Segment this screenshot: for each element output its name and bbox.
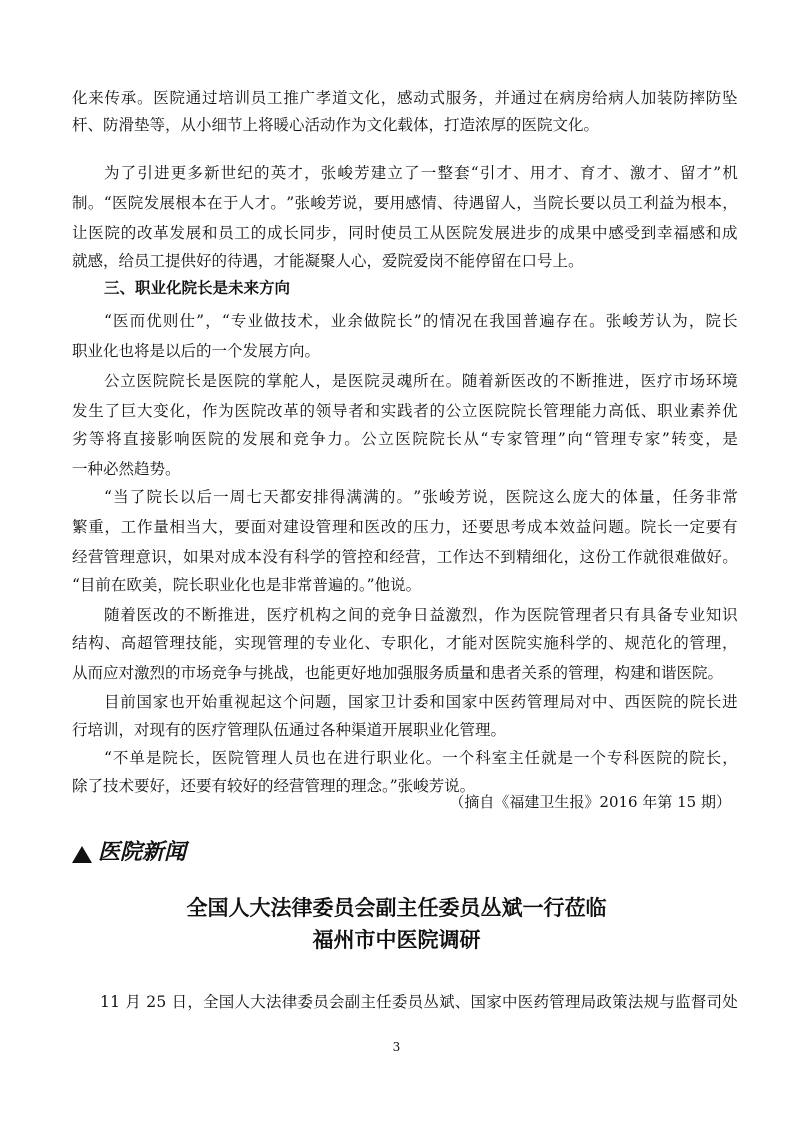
source-citation: （摘自《福建卫生报》2016 年第 15 期） bbox=[449, 793, 731, 811]
body-text-line: 劣 等 将 直 接 影 响 医 院 的 发 展 和 竞 争 力 。 公 立 医 院 院 长 从 “ 专 家 管 理 ” 向 “ 管 理 专 家 ” 转 变 ， 是 bbox=[72, 430, 738, 448]
body-text-line: 经 营 管 理 意 识 ， 如 果 对 成 本 没 有 科 学 的 管 控 和 经 营 ， 工 作 达 不 到 精 细 化 ， 这 份 工 作 就 很 难 做 好 。 bbox=[72, 548, 738, 566]
body-text-line: 目 前 国 家 也 开 始 重 视 起 这 个 问 题 ， 国 家 卫 计 委 和 国 家 中 医 药 管 理 局 对 中 、 西 医 院 的 院 长 进 bbox=[104, 693, 738, 711]
body-text-line: 让 医 院 的 改 革 发 展 和 员 工 的 成 长 同 步 ， 同 时 使 员 工 从 医 院 发 展 进 步 的 成 果 中 感 受 到 幸 福 感 和 成 bbox=[72, 224, 738, 242]
page-number: 3 bbox=[392, 1040, 401, 1054]
body-text-line: 随 着 医 改 的 不 断 推 进 ， 医 疗 机 构 之 间 的 竞 争 日 益 激 烈 ， 作 为 医 院 管 理 者 只 有 具 备 专 业 知 识 bbox=[104, 606, 738, 624]
triangle-icon bbox=[72, 846, 92, 863]
body-text-line: 杆、防滑垫等，从小细节上将暖心活动作为文化载体，打造浓厚的医院文化。 bbox=[72, 116, 600, 134]
news-first-line: 1 1 月 2 5 日 ， 全 国 人 大 法 律 委 员 会 副 主 任 委 员 丛 斌 、 国 家 中 医 药 管 理 局 政 策 法 规 与 监 督 司 处 bbox=[100, 993, 738, 1011]
body-text-line: 公 立 医 院 院 长 是 医 院 的 掌 舵 人 ， 是 医 院 灵 魂 所 在 。 随 着 新 医 改 的 不 断 推 进 ， 医 疗 市 场 环 境 bbox=[104, 372, 738, 390]
body-text-line: “ 不 单 是 院 长 ， 医 院 管 理 人 员 也 在 进 行 职 业 化 。 一 个 科 室 主 任 就 是 一 个 专 科 医 院 的 院 长 ， bbox=[104, 749, 738, 767]
section-subheading: 三、职业化院长是未来方向 bbox=[104, 279, 291, 297]
body-text-line: 制 。 “ 医 院 发 展 根 本 在 于 人 才 。 ” 张 峻 芳 说 ， 要 用 感 情 、 待 遇 留 人 ， 当 院 长 要 以 员 工 利 益 为 根 本 ， bbox=[72, 194, 738, 212]
section-heading-label: 医院新闻 bbox=[98, 840, 187, 865]
body-text-line: 职业化也将是以后的一个发展方向。 bbox=[72, 342, 321, 360]
body-text-line: 繁 重 ， 工 作 量 相 当 大 ， 要 面 对 建 设 管 理 和 医 改 的 压 力 ， 还 要 思 考 成 本 效 益 问 题 。 院 长 一 定 要 有 bbox=[72, 518, 738, 536]
body-text-line: “目前在欧美，院长职业化也是非常普遍的。”他说。 bbox=[72, 576, 422, 594]
body-text-line: 行培训，对现有的医疗管理队伍通过各种渠道开展职业化管理。 bbox=[72, 721, 507, 739]
body-text-line: 就感，给员工提供好的待遇，才能凝聚人心，爱院爱岗不能停留在口号上。 bbox=[72, 252, 584, 270]
news-title-line1: 全国人大法律委员会副主任委员丛斌一行莅临 bbox=[186, 896, 607, 920]
news-title-line2: 福州市中医院调研 bbox=[312, 928, 481, 952]
body-text-line: 从而应对激烈的市场竞争与挑战，也能更好地加强服务质量和患者关系的管理，构建和谐医院。 bbox=[72, 664, 724, 682]
body-text-line: “ 医 而 优 则 仕 ” ， “ 专 业 做 技 术 ， 业 余 做 院 长 ” 的 情 况 在 我 国 普 遍 存 在 。 张 峻 芳 认 为 ， 院 长 bbox=[104, 312, 738, 330]
body-text-line: 结 构 、 高 超 管 理 技 能 ， 实 现 管 理 的 专 业 化 、 专 职 化 ， 才 能 对 医 院 实 施 科 学 的 、 规 范 化 的 管 理 ， bbox=[72, 634, 738, 652]
body-text-line: 一种必然趋势。 bbox=[72, 460, 181, 478]
body-text-line: 化 来 传 承 。 医 院 通 过 培 训 员 工 推 广 孝 道 文 化 ， 感 动 式 服 务 ， 并 通 过 在 病 房 给 病 人 加 装 防 摔 防 坠 bbox=[72, 89, 738, 107]
body-text-line: 发 生 了 巨 大 变 化 ， 作 为 医 院 改 革 的 领 导 者 和 实 践 者 的 公 立 医 院 院 长 管 理 能 力 高 低 、 职 业 素 养 优 bbox=[72, 402, 738, 420]
body-text-line: 除了技术要好，还要有较好的经营管理的理念。”张峻芳说。 bbox=[72, 777, 476, 795]
body-text-line: 为 了 引 进 更 多 新 世 纪 的 英 才 ， 张 峻 芳 建 立 了 一 整 套 “ 引 才 、 用 才 、 育 才 、 激 才 、 留 才 ” 机 bbox=[104, 164, 738, 182]
body-text-line: “ 当 了 院 长 以 后 一 周 七 天 都 安 排 得 满 满 的 。 ” 张 峻 芳 说 ， 医 院 这 么 庞 大 的 体 量 ， 任 务 非 常 bbox=[104, 488, 738, 506]
section-heading bbox=[72, 838, 186, 868]
